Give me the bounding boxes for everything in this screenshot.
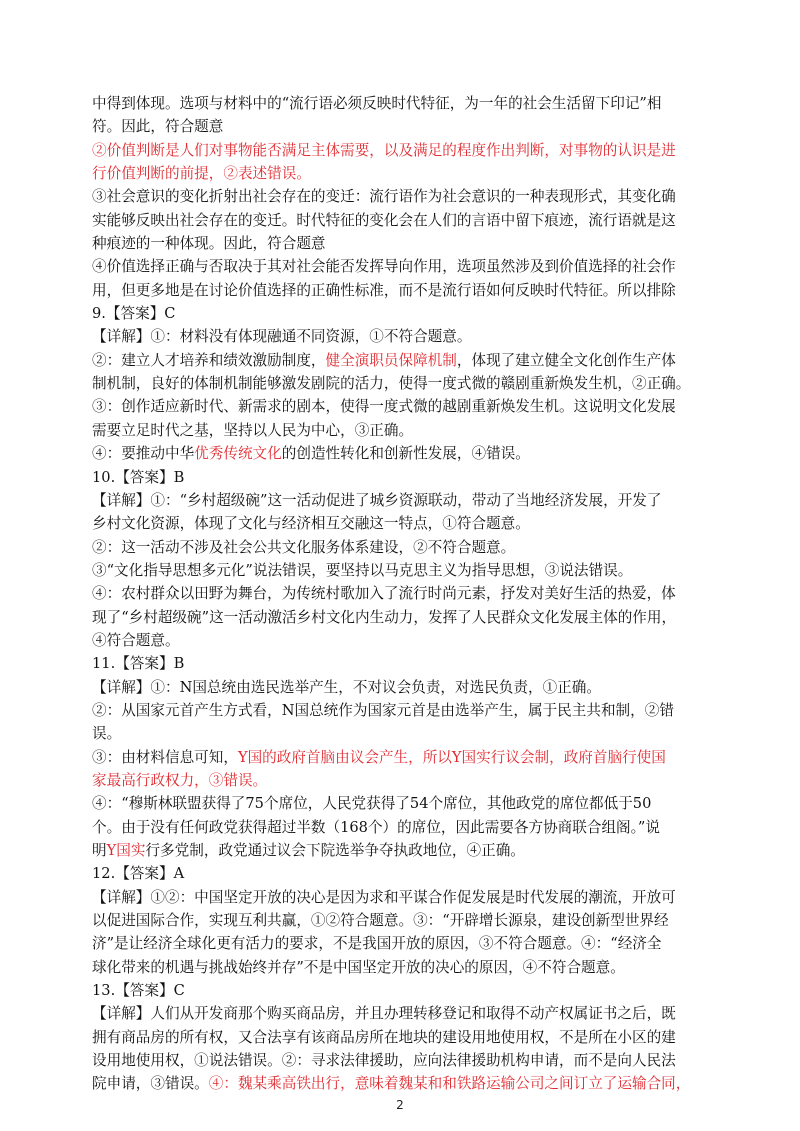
text-line [92, 92, 708, 115]
text-line [92, 255, 708, 278]
text-line [92, 162, 708, 185]
highlighted-text: 健全演职员保障机制 [325, 351, 457, 369]
text-line [92, 652, 708, 675]
text-line [92, 1072, 708, 1095]
text-line [92, 699, 708, 722]
body-text: ④：农村群众以田野为舞台，为传统村歌加入了流行时尚元素，抒发对美好生活的热爱，体 [92, 585, 676, 603]
text-line [92, 442, 708, 465]
text-line [92, 512, 708, 535]
text-line [92, 279, 708, 302]
text-line [92, 746, 708, 769]
text-line [92, 185, 708, 208]
text-line [92, 722, 708, 745]
body-text: ③“文化指导思想多元化”说法错误，要坚持以马克思主义为指导思想，③说法错误。 [92, 561, 633, 579]
text-line [92, 419, 708, 442]
body-text: 中得到体现。选项与材料中的“流行语必须反映时代特征，为一年的社会生活留下印记”相 [92, 95, 662, 112]
text-line [92, 302, 708, 325]
body-text: ④：“穆斯林联盟获得了75个席位，人民党获得了54个席位，其他政党的席位都低于50 [92, 795, 652, 813]
body-text: ④：要推动中华 [92, 445, 195, 463]
body-text: 院申请，③错误。 [92, 1075, 209, 1093]
body-text: 需要立足时代之基，坚持以人民为中心，③正确。 [92, 421, 414, 439]
body-text: 实能够反映出社会存在的变迁。时代特征的变化会在人们的言语中留下痕迹，流行语就是这 [92, 211, 676, 229]
page-body [92, 92, 708, 1096]
body-text: 种痕迹的一种体现。因此，符合题意 [92, 235, 326, 253]
page-number: 2 [396, 1098, 404, 1112]
body-text: 9.【答案】C [92, 305, 176, 323]
body-text: ③：由材料信息可知， [92, 748, 238, 766]
body-text: 个。由于没有任何政党获得超过半数（168个）的席位，因此需要各方协商联合组阁。”说 [92, 818, 660, 836]
body-text: 济”是让经济全球化更有活力的要求，不是我国开放的原因，③不符合题意。④：“经济全 [92, 935, 662, 953]
text-line [92, 489, 708, 512]
body-text: 用，但更多地是在讨论价值选择的正确性标准，而不是流行语如何反映时代特征。所以排除 [92, 281, 676, 299]
text-line [92, 839, 708, 862]
body-text: 以促进国际合作，实现互利共赢，①②符合题意。③：“开辟增长源泉，建设创新型世界经 [92, 912, 669, 930]
text-line [92, 1026, 708, 1049]
text-line [92, 862, 708, 885]
highlighted-text: Y国的政府首脑由议会产生，所以Y国实行议会制，政府首脑行使国 [237, 748, 666, 766]
body-text: ②：从国家元首产生方式看，N国总统作为国家元首是由选举产生，属于民主共和制，②错 [92, 701, 674, 719]
body-text: 13.【答案】C [92, 982, 185, 1000]
body-text: 【详解】①：“乡村超级碗”这一活动促进了城乡资源联动，带动了当地经济发展，开发了 [92, 491, 662, 509]
text-line [92, 909, 708, 932]
text-line [92, 536, 708, 559]
text-line [92, 629, 708, 652]
highlighted-text: 家最高行政权力，③错误。 [92, 771, 268, 789]
body-text: 行多党制，政党通过议会下院选举争夺执政地位，④正确。 [145, 842, 525, 859]
highlighted-text: ②价值判断是人们对事物能否满足主体需要，以及满足的程度作出判断，对事物的认识是进 [92, 141, 676, 159]
highlighted-text: 行价值判断的前提，②表述错误。 [92, 165, 311, 183]
text-line [92, 792, 708, 815]
highlighted-text: ④：魏某乘高铁出行，意味着魏某和和铁路运输公司之间订立了运输合同， [208, 1075, 691, 1093]
text-line [92, 395, 708, 418]
text-line [92, 886, 708, 909]
text-line [92, 582, 708, 605]
text-line [92, 325, 708, 348]
body-text: ②：建立人才培养和绩效激励制度， [92, 351, 326, 369]
body-text: 【详解】①：材料没有体现融通不同资源，①不符合题意。 [92, 328, 472, 346]
text-line [92, 232, 708, 255]
text-line [92, 139, 708, 162]
text-line [92, 979, 708, 1002]
body-text: ④价值选择正确与否取决于其对社会能否发挥导向作用，选项虽然涉及到价值选择的社会作 [92, 258, 676, 276]
body-text: 拥有商品房的所有权，又合法享有该商品房所在地块的建设用地使用权，不是所在小区的建 [92, 1028, 676, 1046]
body-text: ②：这一活动不涉及社会公共文化服务体系建设，②不符合题意。 [92, 538, 516, 556]
text-line [92, 956, 708, 979]
body-text: 【详解】①②：中国坚定开放的决心是因为求和平谋合作促发展是时代发展的潮流，开放可 [92, 888, 676, 906]
text-line [92, 209, 708, 232]
text-line [92, 372, 708, 395]
highlighted-text: 优秀传统文化 [194, 445, 282, 463]
body-text: 符。因此，符合题意 [92, 118, 224, 136]
body-text: 球化带来的机遇与挑战始终并存”不是中国坚定开放的决心的原因，④不符合题意。 [92, 958, 625, 976]
body-text: 的创造性转化和创新性发展，④错误。 [281, 445, 530, 463]
body-text: 误。 [92, 725, 122, 743]
text-line [92, 816, 708, 839]
body-text: 明 [92, 842, 107, 859]
body-text: 【详解】①：N国总统由选民选举产生，不对议会负责，对选民负责，①正确。 [92, 678, 601, 696]
body-text: ③社会意识的变化折射出社会存在的变迁：流行语作为社会意识的一种表现形式，其变化确 [92, 188, 676, 206]
body-text: 12.【答案】A [92, 865, 185, 883]
text-line [92, 769, 708, 792]
body-text: 制机制，良好的体制机制能够激发剧院的活力，使得一度式微的赣剧重新焕发生机，②正确。 [92, 375, 691, 393]
body-text: 10.【答案】B [92, 468, 185, 486]
body-text: 设用地使用权，①说法错误。②：寻求法律援助，应向法律援助机构申请，而不是向人民法 [92, 1052, 676, 1070]
body-text: 乡村文化资源，体现了文化与经济相互交融这一特点，①符合题意。 [92, 515, 530, 533]
body-text: 11.【答案】B [92, 655, 185, 673]
text-line [92, 1002, 708, 1025]
text-line [92, 349, 708, 372]
text-line [92, 559, 708, 582]
text-line [92, 1049, 708, 1072]
text-line [92, 676, 708, 699]
highlighted-text: Y国实 [106, 842, 146, 859]
text-line [92, 606, 708, 629]
body-text: 现了“乡村超级碗”这一活动激活乡村文化内生动力，发挥了人民群众文化发展主体的作用， [92, 608, 677, 626]
text-line [92, 466, 708, 489]
text-line [92, 932, 708, 955]
text-line [92, 115, 708, 138]
body-text: 【详解】人们从开发商那个购买商品房，并且办理转移登记和取得不动产权属证书之后，既 [92, 1005, 676, 1023]
body-text: ③：创作适应新时代、新需求的剧本，使得一度式微的越剧重新焕发生机。这说明文化发展 [92, 398, 676, 416]
body-text: ，体现了建立健全文化创作生产体 [456, 351, 676, 369]
body-text: ④符合题意。 [92, 631, 180, 649]
